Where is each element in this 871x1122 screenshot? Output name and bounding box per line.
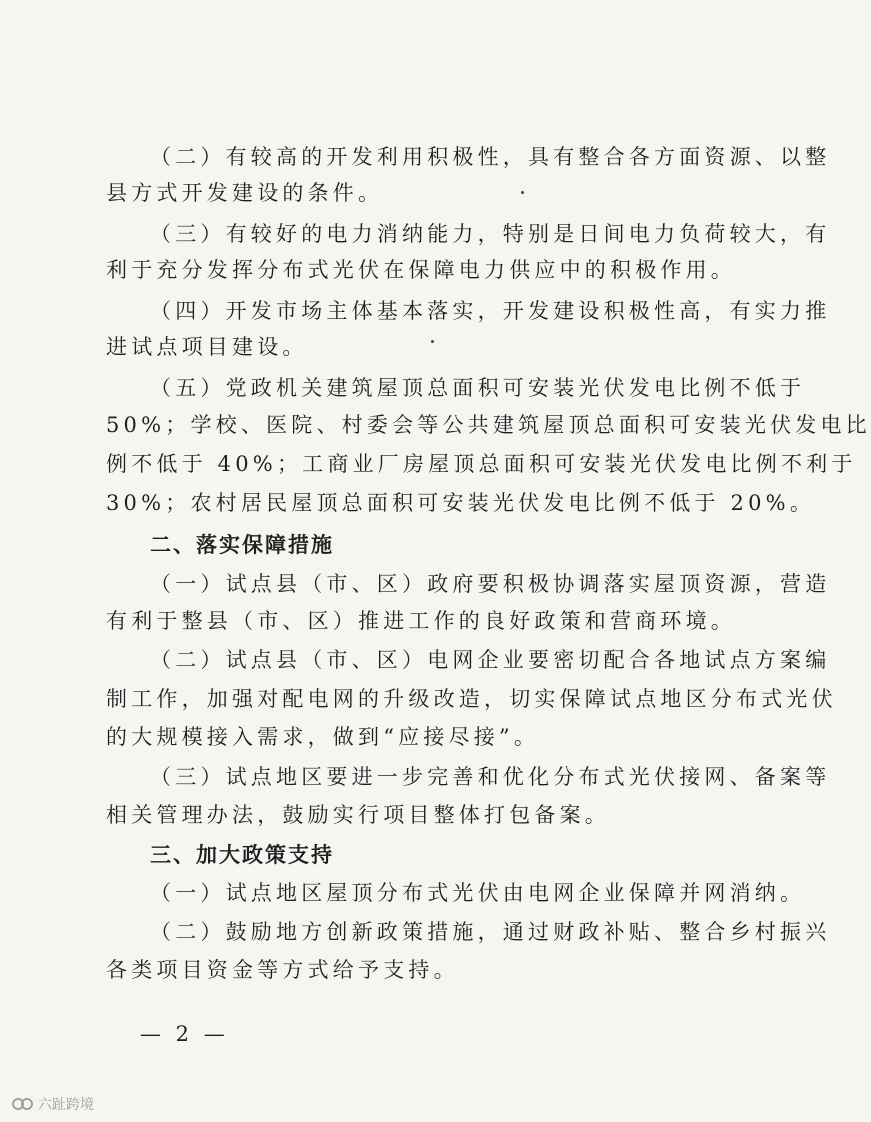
- paragraph-line: （二）有较高的开发利用积极性，具有整合各方面资源、以整: [150, 145, 831, 169]
- paragraph-line: （二）鼓励地方创新政策措施，通过财政补贴、整合乡村振兴: [150, 920, 831, 944]
- paragraph-line: （一）试点县（市、区）政府要积极协调落实屋顶资源，营造: [150, 572, 831, 596]
- scan-speck: [431, 340, 434, 343]
- paragraph-line: 制工作，加强对配电网的升级改造，切实保障试点地区分布式光伏: [106, 687, 837, 711]
- paragraph-line: （五）党政机关建筑屋顶总面积可安装光伏发电比例不低于: [150, 376, 806, 400]
- paragraph-line: （二）试点县（市、区）电网企业要密切配合各地试点方案编: [150, 648, 831, 672]
- paragraph-line: （一）试点地区屋顶分布式光伏由电网企业保障并网消纳。: [150, 881, 806, 905]
- paragraph-line: 30%；农村居民屋顶总面积可安装光伏发电比例不低于 20%。: [106, 491, 816, 515]
- section-heading: 二、落实保障措施: [150, 533, 334, 557]
- scan-speck: [521, 191, 524, 194]
- paragraph-line: 各类项目资金等方式给予支持。: [106, 958, 459, 982]
- paragraph-line: 进试点项目建设。: [106, 335, 308, 359]
- paragraph-line: 有利于整县（市、区）推进工作的良好政策和营商环境。: [106, 609, 736, 633]
- paragraph-line: 相关管理办法，鼓励实行项目整体打包备案。: [106, 803, 610, 827]
- brand-logo-icon: [12, 1096, 34, 1112]
- paragraph-line: 50%；学校、医院、村委会等公共建筑屋顶总面积可安装光伏发电比: [106, 413, 871, 437]
- watermark: [12, 1094, 94, 1114]
- page-number: — 2 —: [140, 1022, 229, 1046]
- paragraph-line: （四）开发市场主体基本落实，开发建设积极性高，有实力推: [150, 299, 831, 323]
- paragraph-line: 例不低于 40%；工商业厂房屋顶总面积可安装光伏发电比例不利于: [106, 452, 857, 476]
- watermark-text: 六趾跨境: [38, 1097, 94, 1113]
- paragraph-line: 利于充分发挥分布式光伏在保障电力供应中的积极作用。: [106, 258, 736, 282]
- paragraph-line: （三）试点地区要进一步完善和优化分布式光伏接网、备案等: [150, 765, 831, 789]
- paragraph-line: 县方式开发建设的条件。: [106, 181, 384, 205]
- section-heading: 三、加大政策支持: [150, 843, 334, 867]
- paragraph-line: （三）有较好的电力消纳能力，特别是日间电力负荷较大，有: [150, 222, 831, 246]
- paragraph-line: 的大规模接入需求，做到“应接尽接”。: [106, 725, 540, 749]
